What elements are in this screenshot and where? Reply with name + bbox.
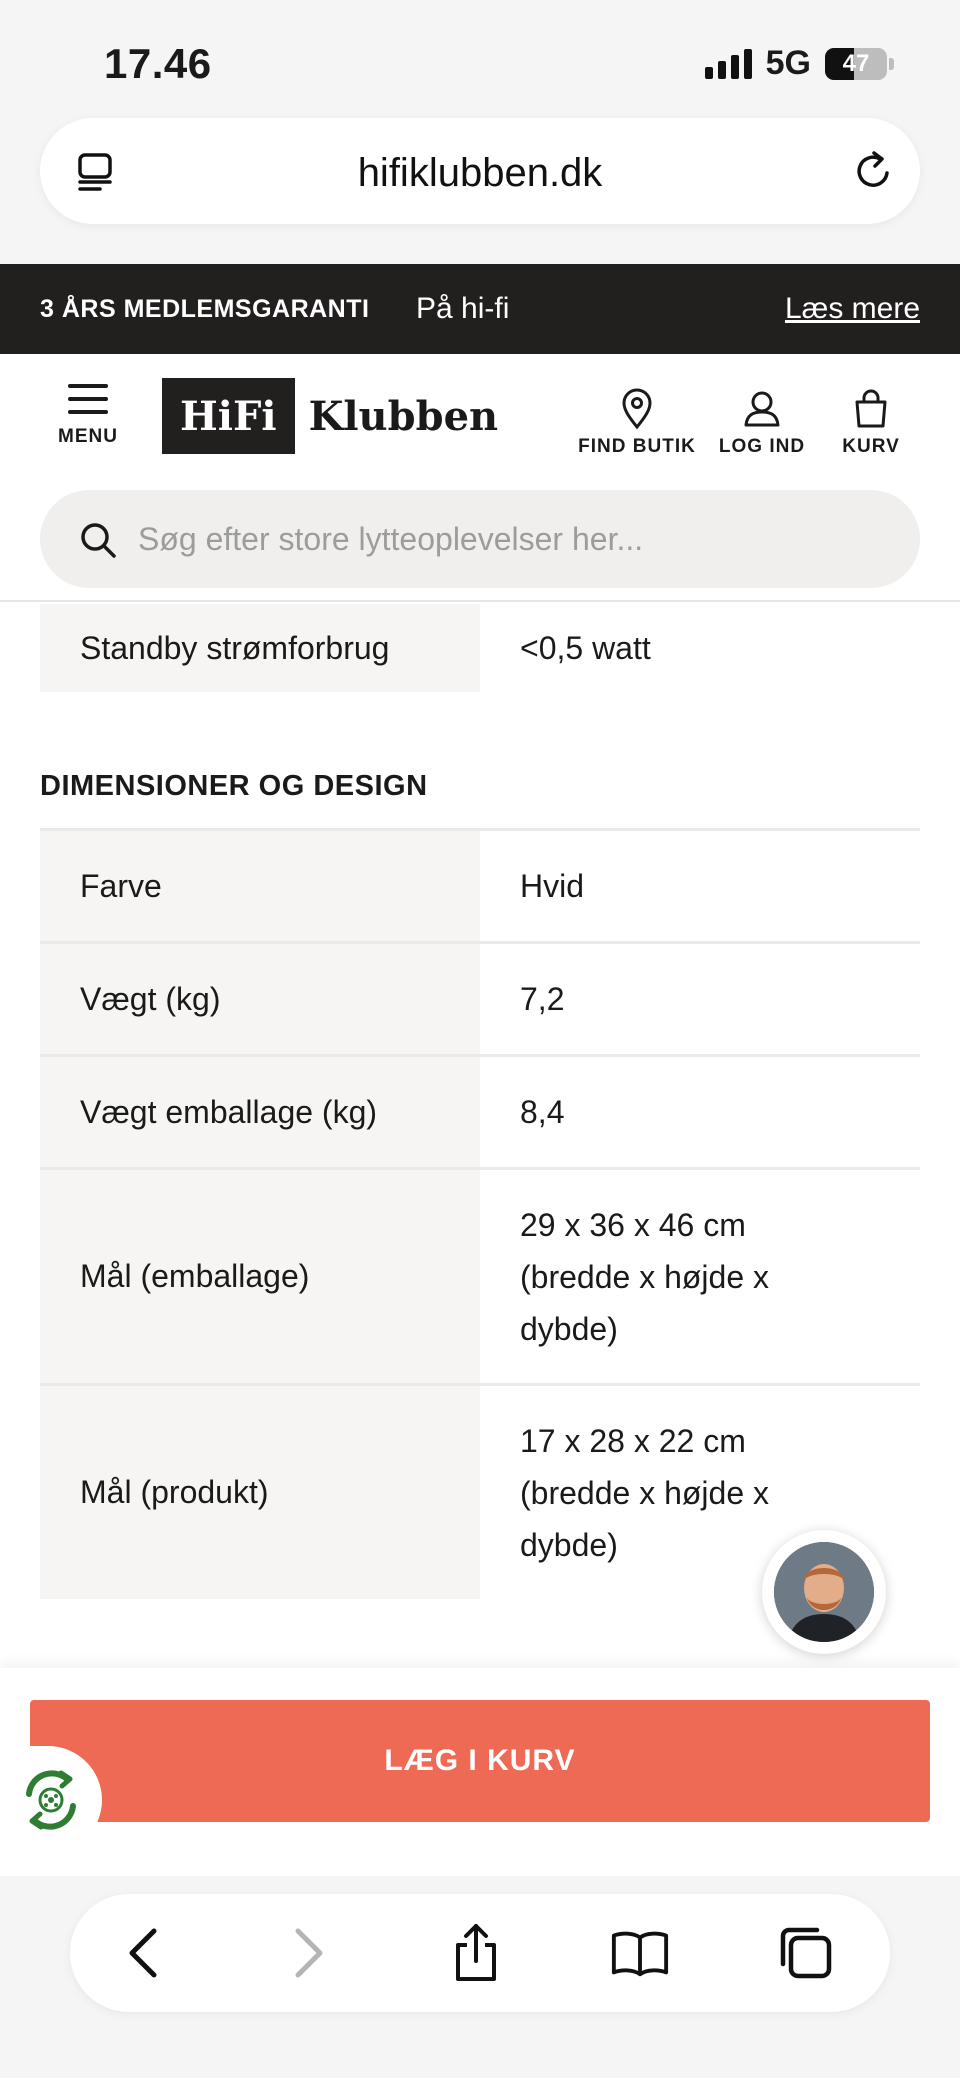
spec-row [40,604,920,692]
section-title: DIMENSIONER OG DESIGN [40,770,428,802]
spec-row [40,1167,920,1383]
spec-key: Vægt emballage (kg) [40,1057,480,1167]
spec-value: <0,5 watt [520,630,651,666]
spec-row [40,828,920,941]
url-text[interactable]: hifiklubben.dk [357,151,603,195]
avatar-portrait [774,1542,874,1642]
share-button[interactable] [446,1923,506,1983]
cart-button[interactable] [838,388,904,458]
battery-level: 47 [842,49,870,77]
spec-value: 7,2 [520,981,565,1017]
chevron-right-icon [288,1927,328,1979]
promo-title: 3 ÅRS MEDLEMSGARANTI [40,295,370,323]
support-avatar [774,1542,874,1642]
status-time: 17.46 [104,40,212,87]
location-pin-icon [619,388,655,430]
back-button[interactable] [114,1923,174,1983]
spec-row [40,941,920,1054]
battery-icon [825,48,887,80]
spec-value: 17 x 28 x 22 cm (bredde x højde x dybde) [520,1422,770,1563]
bookmarks-button[interactable] [610,1923,670,1983]
spec-key: Standby strømforbrug [40,604,480,692]
promo-text: På hi-fi [416,292,510,325]
promo-banner [0,264,960,354]
search-area [0,484,960,602]
menu-button[interactable] [50,384,126,448]
read-more-link[interactable]: Læs mere [784,292,920,325]
status-bar [0,0,960,112]
share-icon [450,1923,502,1983]
search-input[interactable] [40,490,920,588]
add-to-cart-bar [0,1668,960,1876]
book-icon [610,1927,670,1979]
login-label: LOG IND [718,436,806,457]
logo-text: Klubben [308,392,499,440]
spec-key: Mål (produkt) [40,1386,480,1599]
status-indicators [705,44,894,83]
shopping-bag-icon [851,388,891,430]
spec-key: Mål (emballage) [40,1170,480,1383]
logo-box: HiFi [162,378,295,454]
battery-tip [889,58,894,70]
reload-icon[interactable] [850,148,896,194]
find-store-label: FIND BUTIK [578,436,696,457]
hamburger-icon [68,384,108,414]
browser-toolbar-area [0,1876,960,2078]
chevron-left-icon [124,1927,164,1979]
search-icon [78,520,118,560]
add-to-cart-button[interactable]: LÆG I KURV [30,1700,930,1822]
spec-key: Farve [40,831,480,941]
spec-value: Hvid [520,868,585,904]
spec-value: 29 x 36 x 46 cm (bredde x højde x dybde) [520,1206,770,1347]
find-store-button[interactable] [572,388,702,458]
browser-address-area [0,112,960,264]
tabs-icon [777,1924,835,1982]
user-icon [741,388,783,430]
spec-key: Vægt (kg) [40,944,480,1054]
forward-button[interactable] [278,1923,338,1983]
site-header [0,354,960,484]
chat-support-button[interactable] [762,1530,886,1654]
login-button[interactable] [714,388,810,458]
address-bar[interactable] [40,118,920,224]
cart-label: KURV [842,436,900,457]
recycle-icon [15,1764,87,1836]
browser-toolbar [70,1894,890,2012]
site-logo[interactable] [162,378,498,454]
menu-label: MENU [58,426,118,447]
spec-value: 8,4 [520,1094,565,1130]
network-type: 5G [765,44,811,82]
signal-icon [705,49,752,79]
spec-row [40,1054,920,1167]
tabs-button[interactable] [776,1923,836,1983]
